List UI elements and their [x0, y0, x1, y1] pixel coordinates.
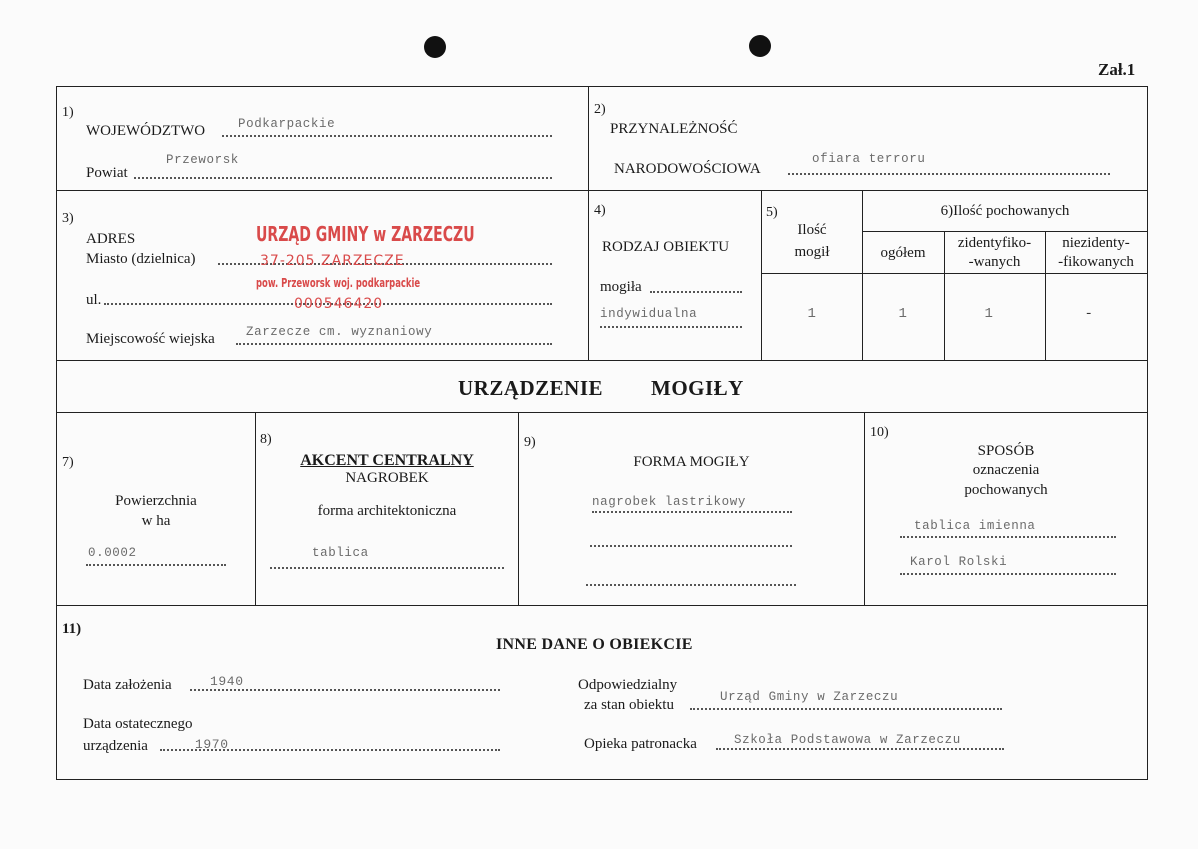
county-value: Przeworsk [166, 153, 239, 167]
patronage-dotline [716, 748, 1004, 750]
voivodeship-label: WOJEWÓDZTWO [86, 123, 206, 139]
architectural-form-value: tablica [312, 546, 369, 560]
street-label: ul. [86, 292, 102, 308]
marking-method-dotline-1 [900, 536, 1116, 538]
responsible-label-2: za stan obiektu [584, 697, 674, 713]
nationality-label-line2: NARODOWOŚCIOWA [614, 161, 761, 177]
village-dotline [236, 343, 552, 345]
voivodeship-dotline [222, 135, 552, 137]
architectural-form-label: forma architektoniczna [317, 503, 457, 519]
grave-form-label: FORMA MOGIŁY [633, 454, 750, 470]
marking-method-dotline-2 [900, 573, 1116, 575]
marking-method-value-1: tablica imienna [914, 519, 1036, 533]
buried-unidentified-header-2: -fikowanych [1058, 254, 1134, 270]
section-4-number: 4) [594, 203, 606, 218]
city-label: Miasto (dzielnica) [86, 251, 196, 267]
grave-form-dotline-2 [590, 545, 792, 547]
village-value: Zarzecze cm. wyznaniowy [246, 325, 433, 339]
buried-identified-header-1: zidentyfiko- [957, 235, 1032, 251]
section-9-number: 9) [524, 435, 536, 450]
architectural-form-dotline [270, 567, 504, 569]
founded-label: Data założenia [83, 677, 172, 693]
section-5-number: 5) [766, 205, 778, 220]
voivodeship-value: Podkarpackie [238, 117, 336, 131]
object-type-value: indywidualna [600, 307, 698, 321]
attachment-label: Zał.1 [1098, 60, 1136, 79]
county-dotline [134, 177, 552, 179]
grave-form-dotline-1 [592, 511, 792, 513]
village-label: Miejscowość wiejska [86, 331, 215, 347]
nationality-value: ofiara terroru [812, 152, 926, 166]
founded-value: 1940 [210, 674, 244, 689]
buried-total-value: 1 [898, 306, 908, 322]
marking-method-value-2: Karol Rolski [910, 555, 1008, 569]
graves-count-value: 1 [807, 306, 817, 322]
section-1-number: 1) [62, 105, 74, 120]
responsible-label-1: Odpowiedzialny [578, 677, 678, 693]
nationality-dotline [788, 173, 1110, 175]
section-title-word1: URZĄDZENIE [458, 376, 604, 400]
stamp-line-3: pow. Przeworsk woj. podkarpackie [256, 276, 421, 290]
buried-count-label: 6)Ilość pochowanych [940, 203, 1070, 219]
area-value: 0.0002 [88, 546, 137, 560]
central-accent-title: AKCENT CENTRALNY [300, 452, 474, 469]
section-8-number: 8) [260, 432, 272, 447]
section-title-word2: MOGIŁY [651, 376, 744, 400]
section-10-number: 10) [870, 425, 889, 440]
buried-total-header: ogółem [880, 245, 926, 261]
stamp-line-2: 37-205 ZARZECZE [260, 253, 405, 269]
object-type-label: RODZAJ OBIEKTU [602, 239, 730, 255]
last-arrangement-value: 1970 [195, 737, 229, 752]
graves-count-label-line2: mogił [794, 244, 830, 260]
punch-hole-left [424, 36, 446, 58]
grave-label: mogiła [600, 279, 642, 295]
section-7-number: 7) [62, 455, 74, 470]
grave-dotline [650, 291, 742, 293]
buried-identified-value: 1 [984, 306, 994, 322]
buried-identified-header-2: -wanych [968, 254, 1021, 270]
responsible-dotline [690, 708, 1002, 710]
patronage-label: Opieka patronacka [584, 736, 697, 752]
stamp-line-4: 000546420 [294, 296, 384, 312]
area-dotline [86, 564, 226, 566]
county-label: Powiat [86, 165, 128, 181]
punch-hole-right [749, 35, 771, 57]
marking-method-label-1: SPOSÓB [977, 443, 1035, 459]
graves-count-label-line1: Ilość [797, 222, 827, 238]
object-type-dotline [600, 326, 742, 328]
section-11-number: 11) [62, 621, 82, 637]
marking-method-label-3: pochowanych [964, 482, 1048, 498]
area-label-line1: Powierzchnia [115, 493, 197, 509]
address-label: ADRES [86, 231, 136, 247]
patronage-value: Szkoła Podstawowa w Zarzeczu [734, 733, 961, 747]
last-arrangement-label-2: urządzenia [83, 738, 148, 754]
nationality-label-line1: PRZYNALEŻNOŚĆ [610, 121, 738, 137]
grave-form-value: nagrobek lastrikowy [592, 495, 746, 509]
marking-method-label-2: oznaczenia [972, 462, 1040, 478]
last-arrangement-label-1: Data ostatecznego [83, 716, 193, 732]
responsible-value: Urząd Gminy w Zarzeczu [720, 690, 899, 704]
stamp-line-1: URZĄD GMINY w ZARZECZU [256, 222, 475, 246]
section-3-number: 3) [62, 211, 74, 226]
area-label-line2: w ha [141, 513, 171, 529]
tombstone-label: NAGROBEK [345, 470, 429, 486]
grave-form-dotline-3 [586, 584, 796, 586]
buried-unidentified-value: - [1084, 306, 1094, 322]
other-data-title: INNE DANE O OBIEKCIE [496, 636, 693, 653]
founded-dotline [190, 689, 500, 691]
section-2-number: 2) [594, 102, 606, 117]
buried-unidentified-header-1: niezidenty- [1062, 235, 1130, 251]
